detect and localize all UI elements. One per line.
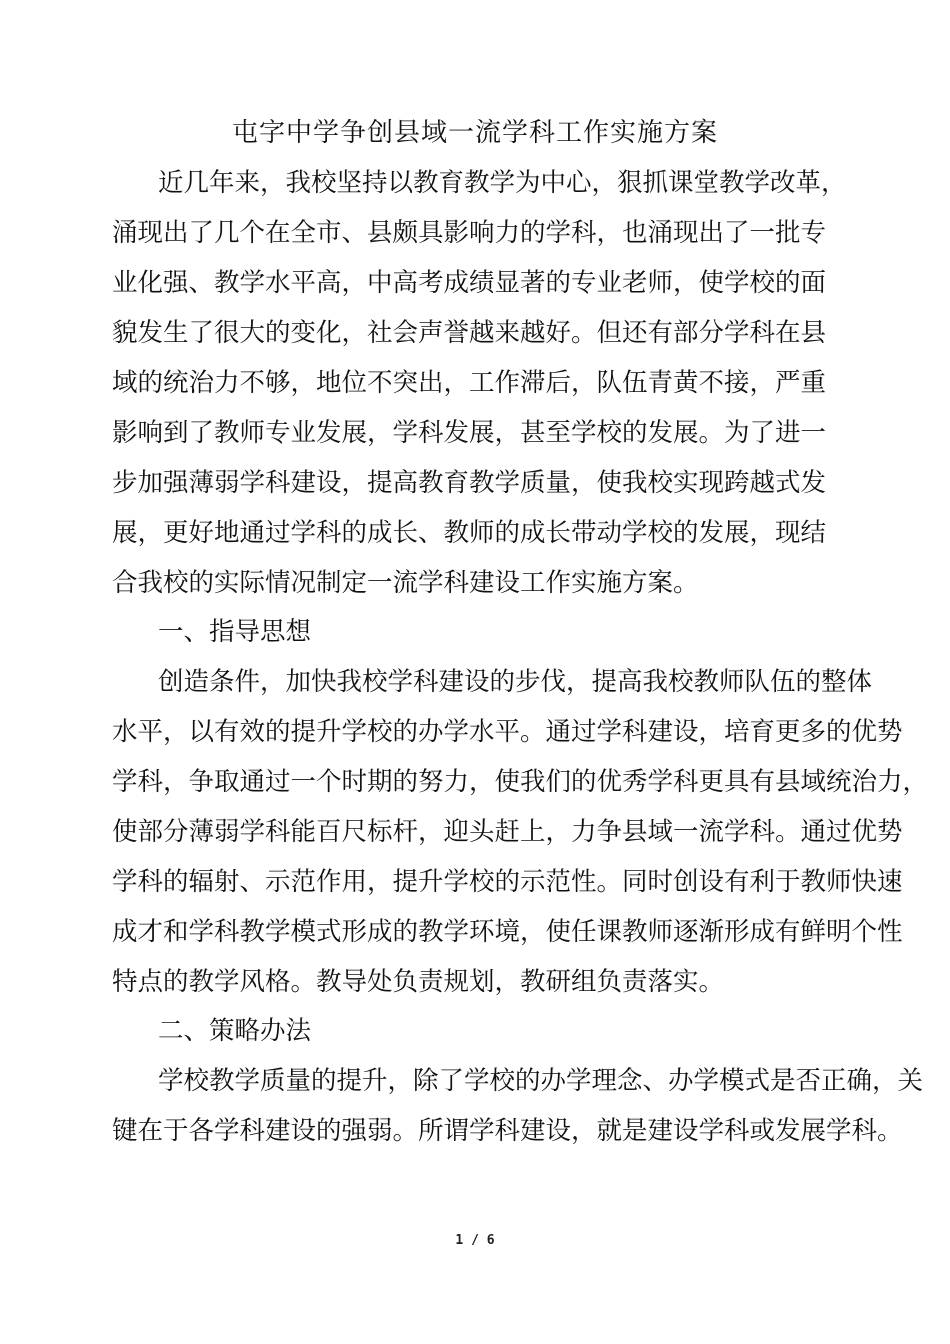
paragraph-line: 学科的辐射、示范作用，提升学校的示范性。同时创设有利于教师快速 <box>112 867 903 897</box>
paragraph-line: 创造条件，加快我校学科建设的步伐，提高我校教师队伍的整体 <box>158 667 873 697</box>
paragraph-line: 步加强薄弱学科建设，提高教育教学质量，使我校实现跨越式发 <box>112 468 827 498</box>
paragraph-line: 学校教学质量的提升，除了学校的办学理念、办学模式是否正确，关 <box>158 1066 924 1096</box>
paragraph-line: 域的统治力不够，地位不突出，工作滞后，队伍青黄不接，严重 <box>112 368 827 398</box>
paragraph-line: 展，更好地通过学科的成长、教师的成长带动学校的发展，现结 <box>112 518 827 548</box>
paragraph-line: 涌现出了几个在全市、县颇具影响力的学科，也涌现出了一批专 <box>112 218 827 248</box>
paragraph-line: 学科，争取通过一个时期的努力，使我们的优秀学科更具有县域统治力， <box>112 767 929 797</box>
section-heading: 二、策略办法 <box>158 1016 312 1046</box>
page-number: 1 / 6 <box>455 1233 495 1248</box>
paragraph-line: 键在于各学科建设的强弱。所谓学科建设，就是建设学科或发展学科。 <box>112 1116 903 1146</box>
paragraph-line: 业化强、教学水平高，中高考成绩显著的专业老师，使学校的面 <box>112 268 827 298</box>
paragraph-line: 水平，以有效的提升学校的办学水平。通过学科建设，培育更多的优势 <box>112 717 903 747</box>
section-heading: 一、指导思想 <box>158 617 312 647</box>
paragraph-line: 影响到了教师专业发展，学科发展，甚至学校的发展。为了进一 <box>112 418 827 448</box>
paragraph-line: 近几年来，我校坚持以教育教学为中心，狠抓课堂教学改革， <box>158 168 847 198</box>
paragraph-line: 貌发生了很大的变化，社会声誉越来越好。但还有部分学科在县 <box>112 318 827 348</box>
paragraph-line: 成才和学科教学模式形成的教学环境，使任课教师逐渐形成有鲜明个性 <box>112 917 903 947</box>
paragraph-line: 合我校的实际情况制定一流学科建设工作实施方案。 <box>112 568 699 598</box>
document-title: 屯字中学争创县域一流学科工作实施方案 <box>231 118 718 148</box>
paragraph-line: 使部分薄弱学科能百尺标杆，迎头赶上，力争县域一流学科。通过优势 <box>112 817 903 847</box>
paragraph-line: 特点的教学风格。教导处负责规划，教研组负责落实。 <box>112 967 725 997</box>
